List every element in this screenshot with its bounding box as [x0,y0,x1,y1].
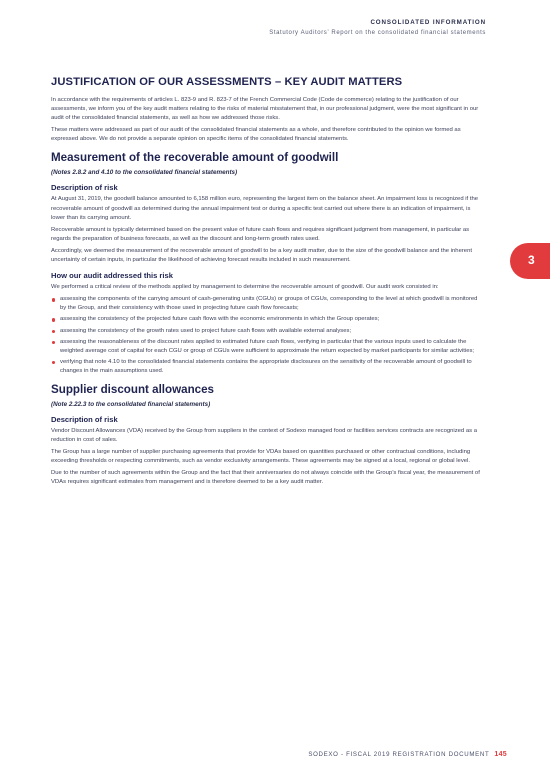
footer-text: SODEXO - FISCAL 2019 REGISTRATION DOCUMENT [308,751,490,758]
goodwill-risk-paragraph: At August 31, 2019, the goodwill balance amounted to 6,158 million euro, representing the largest item on the balance sheet. An impairment loss is recognized if the recoverable amount of goodwill as determined during the annual impairment test or during a specific test carried out where there is an indication of impairment, is lower than its carrying amount. [51,196,479,221]
list-item [51,315,484,324]
page-number: 145 [494,751,507,758]
intro-paragraph: These matters were addressed as part of our audit of the consolidated financial statements as a whole, and therefore contributed to the opinion we formed as expressed above. We do not provide a separate opinion on specific items of the consolidated financial statements. [51,127,461,143]
list-item-text: assessing the consistency of the projected future cash flows with the economic environments in which the Group operates; [60,316,380,323]
header-subtitle: Statutory Auditors’ Report on the consolidated financial statements [269,30,486,36]
goodwill-risk-heading: Description of risk [51,183,118,193]
goodwill-risk-paragraph: Accordingly, we deemed the measurement of the recoverable amount of goodwill to be a key audit matter, due to the size of the goodwill balance and the inherent uncertainty of certain inputs, in particular the likelihood of achieving forecast results included in such measurement. [51,247,472,264]
goodwill-risk-paragraph: Recoverable amount is typically determined based on the present value of future cash flows and requires significant judgment from management, in particular as regards the preparation of business forecasts, as well as the discount and long-term growth rates used. [51,226,470,242]
list-item-text: assessing the components of the carrying amount of cash-generating units (CGUs) or groups of CGUs, corresponding to the level at which goodwill is monitored by the Group, and their consistency with those used in projecting future cash flow forecasts; [60,296,478,312]
bullet-icon [52,298,55,301]
bullet-icon [52,318,55,321]
supplier-risk-paragraph: Vendor Discount Allowances (VDA) received by the Group from suppliers in the context of Sodexo managed food or facilities services contracts are recognized as a reduction in cost of sales. [51,427,477,444]
chapter-tab[interactable] [510,243,550,279]
bullet-icon [52,330,55,333]
goodwill-audit-heading: How our audit addressed this risk [51,271,173,281]
list-item [51,295,484,313]
audit-procedures-list [51,295,484,376]
list-item-text: verifying that note 4.10 to the consolidated financial statements contains the appropriate disclosures on the sensitivity of the recoverable amount of goodwill to changes in the main assumptions used. [60,358,472,374]
list-item [51,338,484,356]
list-item [51,358,484,376]
chapter-number: 3 [528,253,535,267]
supplier-risk-paragraph: The Group has a large number of supplier purchasing agreements that provide for VDAs based on quantities purchased or other contractual conditions, including exceeding thresholds or respecting commitments, such as vendor exclusivity arrangements. These agreements may be signed at a local, regional or global level. [51,449,471,465]
supplier-notes: (Note 2.22.3 to the consolidated financial statements) [51,400,211,408]
goodwill-notes: (Notes 2.8.2 and 4.10 to the consolidated financial statements) [51,169,238,177]
bullet-icon [52,341,55,344]
bullet-icon [52,361,55,364]
header-section: CONSOLIDATED INFORMATION [370,19,486,26]
supplier-heading: Supplier discount allowances [51,382,214,396]
list-item-text: assessing the reasonableness of the discount rates applied to estimated future cash flows, verifying in particular that the various inputs used to calculate the weighted average cost of capital for each CGU or group of CGUs were sufficient to approximate the return expected by market participants for similar activities; [60,338,475,354]
goodwill-heading: Measurement of the recoverable amount of goodwill [51,151,339,165]
list-item-text: assessing the consistency of the growth rates used to project future cash flows with available external analyses; [60,327,352,334]
main-content [51,76,484,491]
goodwill-audit-intro: We performed a critical review of the methods applied by management to determine the recoverable amount of goodwill. Our audit work consisted in: [51,284,439,291]
list-item [51,327,484,336]
supplier-risk-paragraph: Due to the number of such agreements within the Group and the fact that their anniversaries do not always coincide with the Group’s fiscal year, the measurement of VDAs requires significant estimates from management and is therefore deemed to be a key audit matter. [51,470,480,486]
page-title: JUSTIFICATION OF OUR ASSESSMENTS – KEY AUDIT MATTERS [51,76,403,88]
supplier-risk-heading: Description of risk [51,414,118,424]
intro-paragraph: In accordance with the requirements of articles L. 823-9 and R. 823-7 of the French Commercial Code (Code de commerce) relating to the justification of our assessments, we inform you of the key audit matters relating to the risks of material misstatement that, in our professional judgment, were the most significant in our audit of the consolidated financial statements, as well as how we addressed those risks. [51,97,479,122]
page-footer [308,751,507,758]
